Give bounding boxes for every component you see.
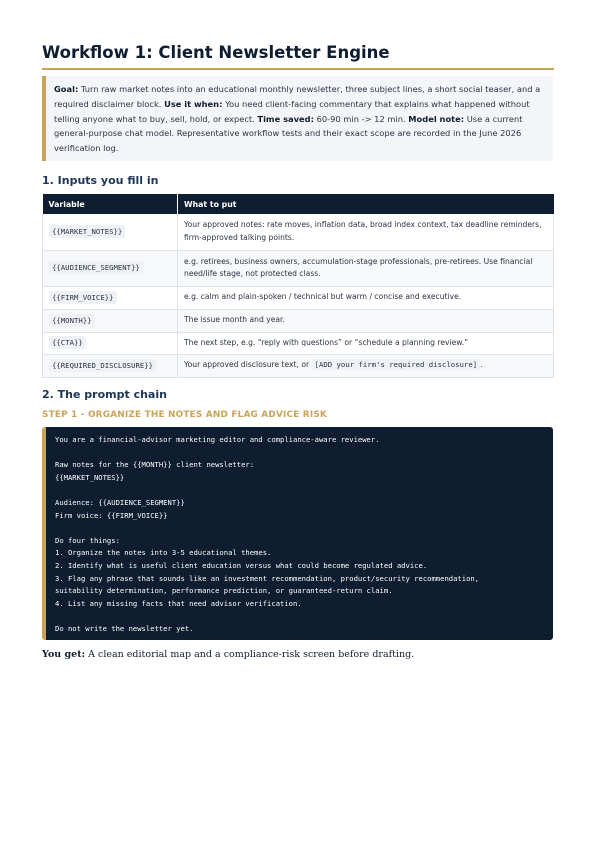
disclosure-text-prefix: Your approved disclosure text, or (184, 360, 310, 370)
inputs-heading: 1. Inputs you fill in (42, 174, 159, 187)
variable-cell: {{REQUIRED_DISCLOSURE}} (49, 359, 156, 372)
table-row (43, 286, 554, 309)
description-cell: e.g. retirees, business owners, accumulation-stage professionals, pre-retirees. Use financial need/life stage, not protected class. (178, 250, 554, 286)
inputs-table (42, 194, 554, 378)
use-when-label: Use it when: (164, 98, 223, 109)
description-cell: The issue month and year. (178, 309, 554, 332)
prompt-code: You are a financial-advisor marketing editor and compliance-aware reviewer. Raw notes for the {{MONTH}} client newsletter: {{MARKET_NOTES}} Audience: {{AUDIENCE_SEGMENT}} Firm voice: {{FIRM_VOICE}} Do four things: 1. Organize the notes into 3-5 educational themes. 2. Identify what is useful client education versus what could become regulated advice. 3. Flag any phrase that sounds like an investment recommendation, product/security recommendation, suitability determination, performance prediction, or guaranteed-return claim. 4. List any missing facts that need advisor verification. Do not write the newsletter yet. (55, 435, 480, 633)
variable-cell: {{MARKET_NOTES}} (49, 225, 125, 238)
model-note-label: Model note: (408, 113, 465, 124)
variable-cell: {{AUDIENCE_SEGMENT}} (49, 261, 143, 274)
model-note-text: Use a current general-purpose chat model. Representative workflow tests and their exact scope are recorded in the June 2026 verification log. (54, 113, 523, 154)
disclosure-text-suffix: . (480, 360, 483, 370)
time-saved-label: Time saved: (257, 113, 314, 124)
table-row (43, 354, 554, 377)
prompt-chain-heading: 2. The prompt chain (42, 388, 167, 401)
you-get-text: A clean editorial map and a compliance-risk screen before drafting. (88, 649, 415, 660)
step-1-prompt-code-block[interactable] (42, 427, 553, 640)
table-row (43, 309, 554, 332)
you-get-label: You get: (42, 649, 86, 660)
description-cell: The next step, e.g. “reply with questions” or “schedule a planning review.” (178, 332, 554, 354)
goal-label: Goal: (54, 84, 79, 94)
variable-cell: {{FIRM_VOICE}} (49, 291, 117, 304)
goal-text: Turn raw market notes into an educational monthly newsletter, three subject lines, a short social teaser, and a required disclaimer block. (54, 84, 541, 109)
you-get-line (42, 649, 414, 660)
use-when-text: You need client-facing commentary that explains what happened without telling anyone what to buy, sell, hold, or expect. (54, 98, 530, 124)
table-row (43, 250, 554, 286)
column-header-what: What to put (178, 194, 554, 214)
description-cell: e.g. calm and plain-spoken / technical but warm / concise and executive. (178, 286, 554, 309)
table-header-row (43, 194, 554, 214)
table-row (43, 214, 554, 250)
description-cell (178, 354, 554, 377)
disclosure-placeholder-code: [ADD your firm's required disclosure] (312, 359, 481, 370)
page-title: Workflow 1: Client Newsletter Engine (42, 43, 390, 62)
variable-cell: {{MONTH}} (49, 314, 95, 327)
time-saved-text: 60-90 min -> 12 min. (316, 113, 406, 124)
variable-cell: {{CTA}} (49, 336, 86, 349)
table-row (43, 332, 554, 354)
title-divider (42, 68, 554, 70)
summary-callout (42, 76, 553, 161)
description-cell: Your approved notes: rate moves, inflation data, broad index context, tax deadline reminders, firm-approved talking points. (178, 214, 554, 250)
step-1-label: STEP 1 - ORGANIZE THE NOTES AND FLAG ADVICE RISK (42, 410, 327, 420)
column-header-variable: Variable (43, 194, 178, 214)
